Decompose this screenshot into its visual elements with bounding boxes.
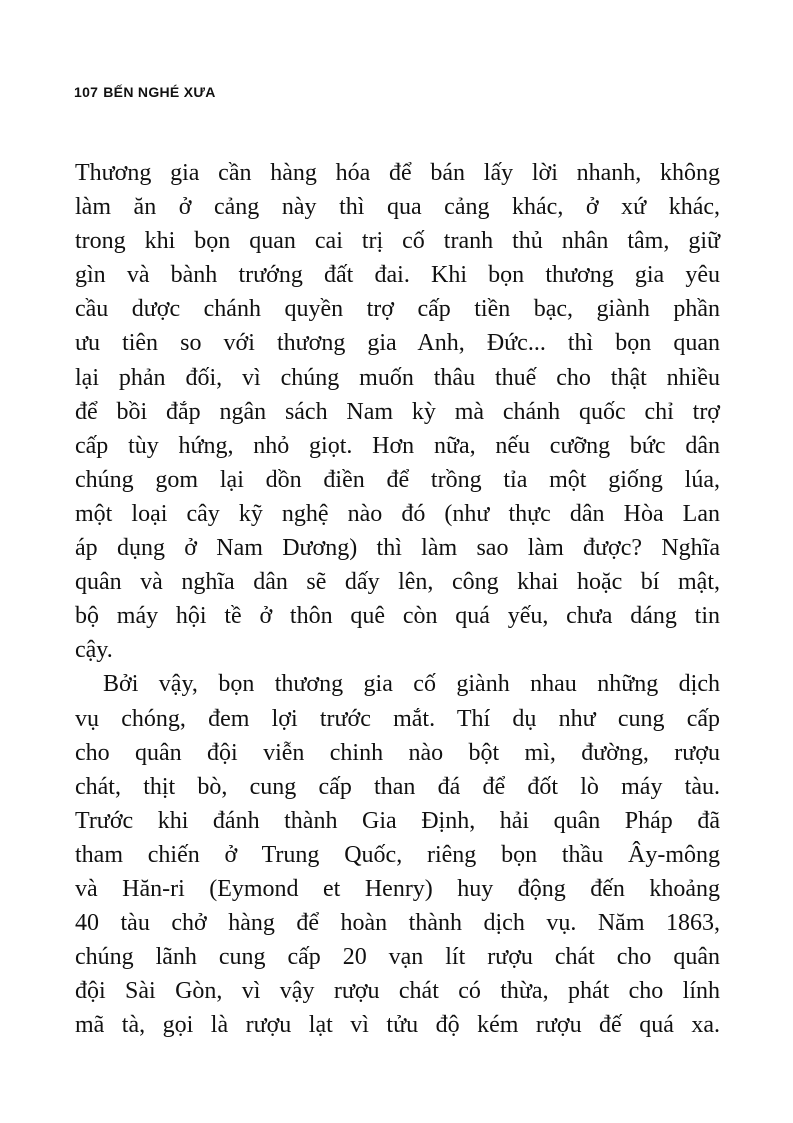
text-line: gìn và bành trướng đất đai. Khi bọn thương gia yêu xyxy=(75,262,720,289)
text-line: cầu dược chánh quyền trợ cấp tiền bạc, giành phần xyxy=(75,296,720,323)
text-line: Thương gia cần hàng hóa để bán lấy lời nhanh, không xyxy=(75,160,720,186)
paragraph-end-line: cậy. xyxy=(75,637,113,664)
text-line: trong khi bọn quan cai trị cố tranh thủ nhân tâm, giữ xyxy=(75,228,720,255)
text-line: chúng lãnh cung cấp 20 vạn lít rượu chát cho quân xyxy=(75,944,720,971)
paragraph-start-line: Bởi vậy, bọn thương gia cố giành nhau những dịch xyxy=(103,671,720,698)
text-line: cho quân đội viễn chinh nào bột mì, đường, rượu xyxy=(75,739,720,766)
text-line: lại phản đối, vì chúng muốn thâu thuế cho thật nhiều xyxy=(75,364,720,391)
text-line: chúng gom lại dồn điền để trồng tỉa một giống lúa, xyxy=(75,466,720,493)
text-line: 40 tàu chở hàng để hoàn thành dịch vụ. Năm 1863, xyxy=(75,910,720,937)
text-line: để bồi đắp ngân sách Nam kỳ mà chánh quốc chỉ trợ xyxy=(75,398,720,425)
text-line: Trước khi đánh thành Gia Định, hải quân Pháp đã xyxy=(75,807,720,834)
text-line: cấp tùy hứng, nhỏ giọt. Hơn nữa, nếu cưỡng bức dân xyxy=(75,432,720,459)
running-head xyxy=(74,84,216,100)
text-line: bộ máy hội tề ở thôn quê còn quá yếu, chưa dáng tin xyxy=(75,603,720,630)
running-title: BẾN NGHÉ XƯA xyxy=(103,84,216,100)
text-line: ưu tiên so với thương gia Anh, Đức... thì bọn quan xyxy=(75,330,720,357)
text-line: chát, thịt bò, cung cấp than đá để đốt lò máy tàu. xyxy=(75,773,720,800)
text-line: mã tà, gọi là rượu lạt vì tửu độ kém rượu đế quá xa. xyxy=(75,1012,720,1039)
body-text xyxy=(75,156,720,1042)
text-line: vụ chóng, đem lợi trước mắt. Thí dụ như cung cấp xyxy=(75,705,720,732)
text-line: quân và nghĩa dân sẽ dấy lên, công khai hoặc bí mật, xyxy=(75,569,720,596)
text-line: và Hăn-ri (Eymond et Henry) huy động đến khoảng xyxy=(75,875,720,902)
text-line: tham chiến ở Trung Quốc, riêng bọn thầu Ây-mông xyxy=(75,841,720,868)
text-line: một loại cây kỹ nghệ nào đó (như thực dân Hòa Lan xyxy=(75,500,720,527)
page-number: 107 xyxy=(74,84,99,100)
text-line: áp dụng ở Nam Dương) thì làm sao làm được? Nghĩa xyxy=(75,535,720,562)
text-line: đội Sài Gòn, vì vậy rượu chát có thừa, phát cho lính xyxy=(75,978,720,1005)
text-line: làm ăn ở cảng này thì qua cảng khác, ở xứ khác, xyxy=(75,194,720,221)
